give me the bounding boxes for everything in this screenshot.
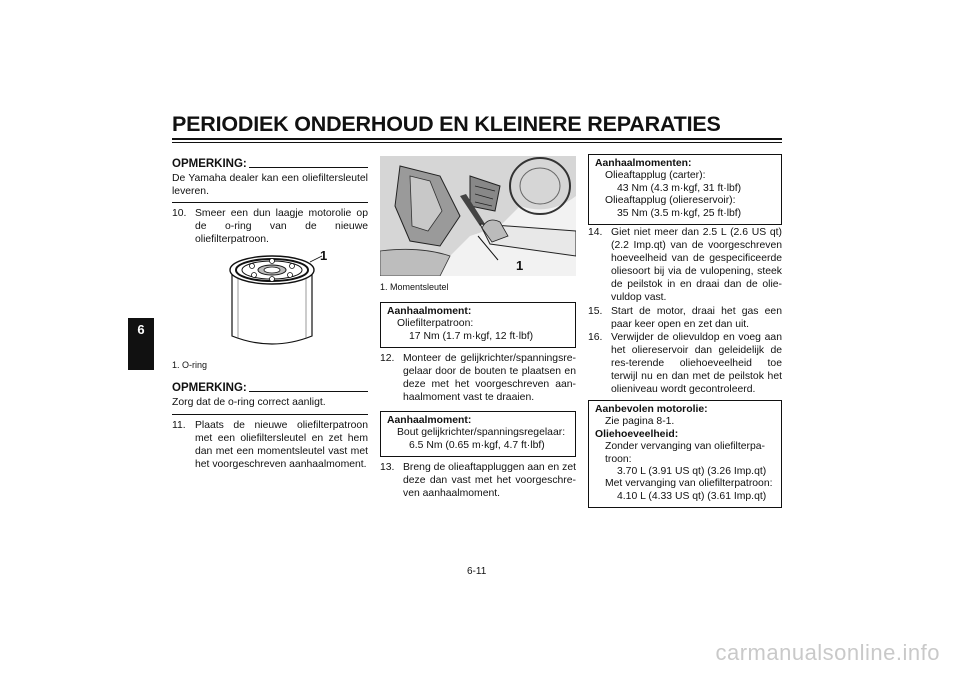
photo-callout: 1 bbox=[516, 258, 524, 273]
figure-callout: 1 bbox=[320, 248, 328, 263]
note-rule bbox=[172, 414, 368, 415]
left-column-lower bbox=[172, 382, 368, 472]
step-12: 12. Monteer de gelijkrichter/spanningsre-gelaar door de bouten te plaatsen en deze met het voorgeschreven aan-haalmoment vast te draaien. bbox=[380, 353, 576, 404]
torque-spec-box-filter: Aanhaalmoment: Oliefilterpatroon: 17 Nm (1.7 m·kgf, 12 ft·lbf) bbox=[380, 302, 576, 348]
right-steps bbox=[588, 226, 782, 396]
note-text: Zorg dat de o-ring correct aanligt. bbox=[172, 397, 326, 409]
step-16: 16. Verwijder de olievuldop en voeg aan het oliereservoir dan geleidelijk de res-terende oliehoeveelheid toe terwijl nu en dan met de peilstok het olieniveau wordt gecontroleerd. bbox=[588, 331, 782, 396]
step-12-block bbox=[380, 352, 576, 404]
step-11: 11. Plaats de nieuwe oliefilterpatroon met een oliefiltersleutel en zet hem dan met een momentsleutel vast met het voorgeschreven aanhaalmoment. bbox=[172, 420, 368, 471]
note-text: De Yamaha dealer kan een oliefiltersleutel leveren. bbox=[172, 173, 368, 198]
step-14: 14. Giet niet meer dan 2.5 L (2.6 US qt) (2.2 Imp.qt) van de voorgeschreven hoeveelheid van de gespecificeerde oliesoort bij via de vulopening, steek de peilstok in en draai dan de olie-vuldop vast. bbox=[588, 227, 782, 304]
recommended-oil-box: Aanbevolen motorolie: Zie pagina 8-1. Oliehoeveelheid: Zonder vervanging van oliefilterpa- troon: 3.70 L (3.91 US qt) (3.26 Imp.qt) Met vervanging van oliefilterpatroon: 4.10 L (4.33 US qt) (3.61 Imp.qt) bbox=[588, 400, 782, 508]
step-13: 13. Breng de olieaftappluggen aan en zet deze dan vast met het voorgeschre-ven aanhaalmoment. bbox=[380, 462, 576, 500]
header-rule-thin bbox=[172, 142, 782, 143]
photo-caption: 1. Momentsleutel bbox=[380, 282, 449, 292]
step-10: 10. Smeer een dun laagje motorolie op de o-ring van de nieuwe oliefilterpatroon. bbox=[172, 208, 368, 246]
header-rule bbox=[172, 138, 782, 140]
step-13-block bbox=[380, 461, 576, 500]
watermark: carmanualsonline.info bbox=[715, 640, 940, 665]
note-heading: OPMERKING: bbox=[172, 158, 368, 171]
figure-caption: 1. O-ring bbox=[172, 360, 208, 370]
note-rule bbox=[172, 202, 368, 203]
torque-wrench-photo bbox=[380, 156, 576, 276]
note-heading: OPMERKING: bbox=[172, 382, 368, 395]
chapter-tab: 6 bbox=[128, 318, 154, 370]
page-number: 6-11 bbox=[467, 566, 487, 577]
oil-filter-illustration bbox=[222, 248, 332, 352]
page-title: PERIODIEK ONDERHOUD EN KLEINERE REPARATIES bbox=[172, 112, 721, 136]
torque-spec-box-drain-bolts: Aanhaalmomenten: Olieaftapplug (carter): 43 Nm (4.3 m·kgf, 31 ft·lbf) Olieaftapplug (oliereservoir): 35 Nm (3.5 m·kgf, 25 ft·lbf) bbox=[588, 154, 782, 225]
left-column bbox=[172, 158, 368, 247]
step-15: 15. Start de motor, draai het gas een paar keer open en zet dan uit. bbox=[588, 305, 782, 330]
torque-spec-box-regulator: Aanhaalmoment: Bout gelijkrichter/spanningsregelaar: 6.5 Nm (0.65 m·kgf, 4.7 ft·lbf) bbox=[380, 411, 576, 457]
